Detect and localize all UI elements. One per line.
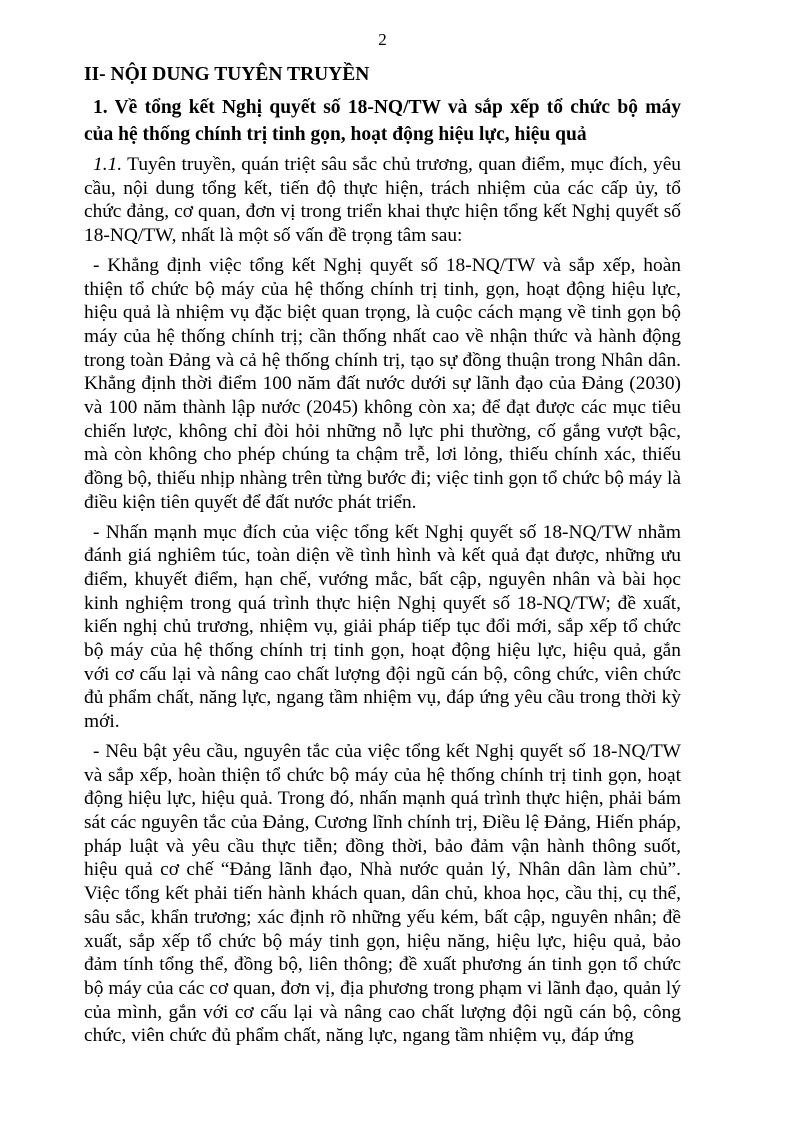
paragraph-purpose: - Nhấn mạnh mục đích của việc tổng kết Nghị quyết số 18-NQ/TW nhằm đánh giá nghiêm túc, toàn diện về tình hình và kết quả đạt được, những ưu điểm, khuyết điểm, hạn chế, vướng mắc, bất cập, nguyên nhân và bài học kinh nghiệm trong quá trình thực hiện Nghị quyết số 18-NQ/TW; đề xuất, kiến nghị chủ trương, nhiệm vụ, giải pháp tiếp tục đổi mới, sắp xếp tổ chức bộ máy của hệ thống chính trị tinh gọn, hoạt động hiệu lực, hiệu quả, gắn với cơ cấu lại và nâng cao chất lượng đội ngũ cán bộ, công chức, viên chức đủ phẩm chất, năng lực, ngang tầm nhiệm vụ, đáp ứng yêu cầu trong thời kỳ mới. (84, 521, 681, 733)
paragraph-1-1 (84, 153, 681, 248)
body-text (84, 153, 681, 1054)
page-number: 2 (378, 30, 387, 49)
paragraph-text: Tuyên truyền, quán triệt sâu sắc chủ trương, quan điểm, mục đích, yêu cầu, nội dung tổng kết, tiến độ thực hiện, trách nhiệm của các cấp ủy, tổ chức đảng, cơ quan, đơn vị trong triển khai thực hiện tổng kết Nghị quyết số 18-NQ/TW, nhất là một số vấn đề trọng tâm sau: (84, 154, 681, 247)
paragraph-affirm: - Khẳng định việc tổng kết Nghị quyết số 18-NQ/TW và sắp xếp, hoàn thiện tổ chức bộ máy của hệ thống chính trị tinh, gọn, hoạt động hiệu lực, hiệu quả là nhiệm vụ đặc biệt quan trọng, là cuộc cách mạng về tinh gọn bộ máy của hệ thống chính trị; cần thống nhất cao về nhận thức và hành động trong toàn Đảng và cả hệ thống chính trị, tạo sự đồng thuận trong Nhân dân. Khẳng định thời điểm 100 năm đất nước dưới sự lãnh đạo của Đảng (2030) và 100 năm thành lập nước (2045) không còn xa; để đạt được các mục tiêu chiến lược, không chỉ đòi hỏi những nỗ lực phi thường, cố gắng vượt bậc, mà còn không cho phép chúng ta chậm trễ, lơi lỏng, thiếu chính xác, thiếu đồng bộ, thiếu nhịp nhàng trên từng bước đi; việc tinh gọn tổ chức bộ máy là điều kiện tiên quyết để đất nước phát triển. (84, 254, 682, 513)
section-heading: II- NỘI DUNG TUYÊN TRUYỀN (84, 64, 370, 85)
paragraph-lead-number: 1.1. (93, 154, 123, 175)
paragraph-requirements: - Nêu bật yêu cầu, nguyên tắc của việc tổng kết Nghị quyết số 18-NQ/TW và sắp xếp, hoàn thiện tổ chức bộ máy của hệ thống chính trị tinh gọn, hoạt động hiệu lực, hiệu quả. Trong đó, nhấn mạnh quá trình thực hiện, phải bám sát các nguyên tắc của Đảng, Cương lĩnh chính trị, Điều lệ Đảng, Hiến pháp, pháp luật và yêu cầu thực tiễn; đồng thời, bảo đảm vận hành thông suốt, hiệu quả cơ chế “Đảng lãnh đạo, Nhà nước quản lý, Nhân dân làm chủ”. Việc tổng kết phải tiến hành khách quan, dân chủ, khoa học, cầu thị, cụ thể, sâu sắc, khẩn trương; xác định rõ những yếu kém, bất cập, nguyên nhân; đề xuất, sắp xếp tổ chức bộ máy tinh gọn, hiệu năng, hiệu lực, hiệu quả, bảo đảm tính tổng thể, đồng bộ, liên thông; đề xuất phương án tinh gọn tổ chức bộ máy của các cơ quan, đơn vị, địa phương trong phạm vi lãnh đạo, quản lý của mình, gắn với cơ cấu lại và nâng cao chất lượng đội ngũ cán bộ, công chức, viên chức đủ phẩm chất, năng lực, ngang tầm nhiệm vụ, đáp ứng (84, 740, 681, 1047)
subheading: 1. Về tổng kết Nghị quyết số 18-NQ/TW và sắp xếp tổ chức bộ máy của hệ thống chính trị tinh gọn, hoạt động hiệu lực, hiệu quả (84, 97, 681, 145)
